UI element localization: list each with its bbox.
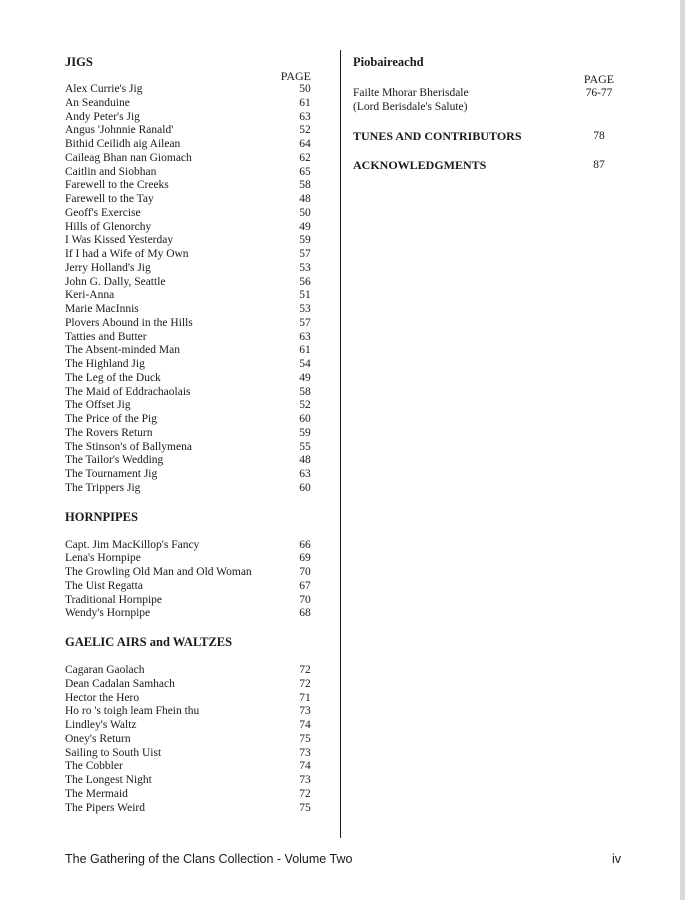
gaelic-airs-list	[65, 664, 325, 815]
list-item	[65, 468, 325, 482]
list-item	[65, 97, 325, 111]
entry-title: I Was Kissed Yesterday	[65, 234, 174, 247]
entry-page: 75	[299, 732, 311, 745]
entry-page: 59	[299, 426, 311, 439]
list-item	[65, 594, 325, 608]
entry-title: Marie MacInnis	[65, 303, 139, 315]
list-item	[65, 580, 325, 594]
entry-title: The Offset Jig	[65, 399, 131, 412]
list-item	[65, 788, 325, 802]
list-item	[65, 760, 325, 774]
list-item	[65, 138, 325, 152]
entry-title: Bithid Ceilidh aig Ailean	[65, 138, 181, 150]
entry-title: Farewell to the Tay	[65, 193, 154, 205]
entry-title: If I had a Wife of My Own	[65, 248, 189, 260]
entry-page: 52	[299, 399, 311, 412]
entry-page: 49	[299, 220, 311, 233]
entry-title: Sailing to South Uist	[65, 746, 162, 759]
entry-page: 68	[299, 607, 311, 620]
list-item	[65, 111, 325, 125]
entry-page: 61	[299, 344, 311, 357]
entry-title-line2: (Lord Berisdale's Salute)	[353, 101, 468, 113]
entry-page: 49	[299, 371, 311, 384]
entry-page: 72	[299, 664, 311, 676]
entry-title: Keri-Anna	[65, 289, 115, 302]
entry-title: The Mermaid	[65, 787, 128, 800]
entry-title: The Tournament Jig	[65, 468, 158, 480]
entry-title: Oney's Return	[65, 732, 131, 745]
list-item	[65, 747, 325, 761]
list-item	[65, 399, 325, 413]
list-item	[65, 303, 325, 317]
entry-page: 56	[299, 275, 311, 288]
entry-page: 54	[299, 358, 311, 370]
entry-page: 62	[299, 151, 311, 164]
entry-title: The Longest Night	[65, 774, 152, 786]
list-item	[65, 719, 325, 733]
entry-title: Ho ro 's toigh leam Fhein thu	[65, 705, 200, 718]
entry-title: Hector the Hero	[65, 691, 140, 704]
entry-page: 64	[299, 138, 311, 150]
entry-title: Caileag Bhan nan Giomach	[65, 151, 192, 164]
entry-page: 50	[299, 83, 311, 95]
left-column	[65, 55, 325, 815]
entry-page: 74	[299, 719, 311, 731]
entry-page: 57	[299, 248, 311, 260]
list-item	[65, 678, 325, 692]
entry-page: 59	[299, 234, 311, 247]
list-item	[65, 705, 325, 719]
hornpipes-heading: HORNPIPES	[65, 509, 138, 524]
list-item	[65, 317, 325, 331]
entry-page: 53	[299, 261, 311, 274]
hornpipes-list	[65, 539, 325, 622]
list-item	[65, 539, 325, 553]
list-item	[65, 248, 325, 262]
list-item	[65, 152, 325, 166]
entry-page: 66	[299, 538, 311, 551]
piobaireachd-heading: Piobaireachd	[353, 55, 424, 69]
list-item	[65, 221, 325, 235]
tunes-contributors-title: TUNES AND CONTRIBUTORS	[353, 129, 522, 143]
entry-title: Tatties and Butter	[65, 330, 147, 343]
entry-title-line1: Failte Mhorar Bherisdale	[353, 87, 469, 99]
entry-page: 48	[299, 193, 311, 205]
entry-title: Alex Currie's Jig	[65, 83, 143, 95]
footer-title: The Gathering of the Clans Collection - Volume Two	[65, 852, 353, 866]
entry-page: 52	[299, 124, 311, 137]
entry-title: Hills of Glenorchy	[65, 220, 152, 233]
list-item	[65, 179, 325, 193]
entry-title: Cagaran Gaolach	[65, 664, 145, 676]
list-item	[353, 86, 643, 114]
entry-title: The Stinson's of Ballymena	[65, 440, 192, 453]
acknowledgments-page: 87	[593, 159, 605, 171]
page-edge-shadow	[680, 0, 685, 900]
entry-title: The Growling Old Man and Old Woman	[65, 566, 252, 578]
list-item	[65, 802, 325, 816]
list-item	[65, 441, 325, 455]
gaelic-airs-heading: GAELIC AIRS and WALTZES	[65, 635, 233, 649]
list-item	[65, 372, 325, 386]
entry-page: 70	[299, 593, 311, 606]
entry-title: Wendy's Hornpipe	[65, 607, 151, 620]
list-item	[65, 166, 325, 180]
entry-title: Caitlin and Siobhan	[65, 165, 157, 178]
right-page-column-label: PAGE	[583, 72, 615, 86]
page-column-label: PAGE	[280, 69, 311, 83]
entry-page: 50	[299, 206, 311, 219]
entry-page: 67	[299, 579, 311, 592]
entry-page: 75	[299, 801, 311, 814]
entry-page: 69	[299, 552, 311, 565]
entry-page: 55	[299, 440, 311, 453]
entry-title: The Absent-minded Man	[65, 344, 180, 357]
entry-page: 73	[299, 705, 311, 718]
entry-title: An Seanduine	[65, 96, 130, 109]
acknowledgments-title: ACKNOWLEDGMENTS	[353, 158, 487, 172]
list-item	[65, 289, 325, 303]
acknowledgments-heading	[353, 158, 643, 172]
entry-title: John G. Dally, Seattle	[65, 275, 166, 288]
entry-page: 57	[299, 316, 311, 329]
jigs-heading: JIGS	[65, 55, 93, 69]
entry-title: Angus 'Johnnie Ranald'	[65, 124, 174, 137]
list-item	[65, 207, 325, 221]
list-item	[65, 276, 325, 290]
entry-page: 61	[299, 96, 311, 109]
entry-page: 60	[299, 413, 311, 425]
entry-title: The Tailor's Wedding	[65, 454, 164, 467]
jigs-list	[65, 83, 325, 496]
list-item	[65, 386, 325, 400]
entry-title: Lindley's Waltz	[65, 719, 137, 731]
list-item	[65, 692, 325, 706]
entry-title: Andy Peter's Jig	[65, 110, 140, 123]
entry-page: 73	[299, 774, 311, 786]
entry-title: Lena's Hornpipe	[65, 552, 141, 565]
entry-page: 58	[299, 385, 311, 398]
list-item	[65, 262, 325, 276]
entry-page: 72	[299, 787, 311, 800]
entry-title: The Maid of Eddrachaolais	[65, 385, 191, 398]
right-column	[353, 55, 643, 172]
entry-title: Traditional Hornpipe	[65, 593, 162, 606]
entry-page: 70	[299, 566, 311, 578]
footer-page-number: iv	[612, 852, 622, 866]
column-divider	[340, 50, 341, 838]
entry-title: The Cobbler	[65, 760, 123, 773]
entry-page: 63	[299, 468, 311, 480]
entry-title: The Highland Jig	[65, 358, 145, 370]
entry-page: 72	[299, 677, 311, 690]
entry-title: The Rovers Return	[65, 426, 153, 439]
tunes-contributors-heading	[353, 129, 643, 143]
entry-page: 58	[299, 179, 311, 192]
entry-page: 76-77	[585, 87, 613, 99]
list-item	[65, 552, 325, 566]
entry-page: 63	[299, 110, 311, 123]
entry-page: 60	[299, 481, 311, 494]
entry-page: 63	[299, 330, 311, 343]
list-item	[65, 413, 325, 427]
list-item	[65, 83, 325, 97]
entry-title: Plovers Abound in the Hills	[65, 316, 193, 329]
entry-title: Farewell to the Creeks	[65, 179, 169, 192]
tunes-contributors-page: 78	[593, 130, 605, 142]
list-item	[65, 344, 325, 358]
entry-title: Dean Cadalan Samhach	[65, 677, 175, 690]
entry-page: 74	[299, 760, 311, 773]
entry-page: 53	[299, 303, 311, 315]
entry-page: 73	[299, 746, 311, 759]
entry-title: The Uist Regatta	[65, 579, 143, 592]
entry-title: The Price of the Pig	[65, 413, 157, 425]
list-item	[65, 607, 325, 621]
entry-title: The Leg of the Duck	[65, 371, 161, 384]
entry-title: The Trippers Jig	[65, 481, 141, 494]
list-item	[65, 427, 325, 441]
list-item	[65, 193, 325, 207]
list-item	[65, 358, 325, 372]
entry-title: Jerry Holland's Jig	[65, 261, 151, 274]
entry-page: 65	[299, 165, 311, 178]
entry-page: 51	[299, 289, 311, 302]
list-item	[65, 234, 325, 248]
list-item	[65, 774, 325, 788]
list-item	[65, 733, 325, 747]
entry-title: Geoff's Exercise	[65, 206, 141, 219]
list-item	[65, 566, 325, 580]
entry-page: 71	[299, 691, 311, 704]
list-item	[65, 454, 325, 468]
list-item	[65, 331, 325, 345]
entry-page: 48	[299, 454, 311, 467]
entry-title: Capt. Jim MacKillop's Fancy	[65, 538, 200, 551]
list-item	[65, 664, 325, 678]
list-item	[65, 124, 325, 138]
list-item	[65, 482, 325, 496]
entry-title: The Pipers Weird	[65, 801, 145, 814]
